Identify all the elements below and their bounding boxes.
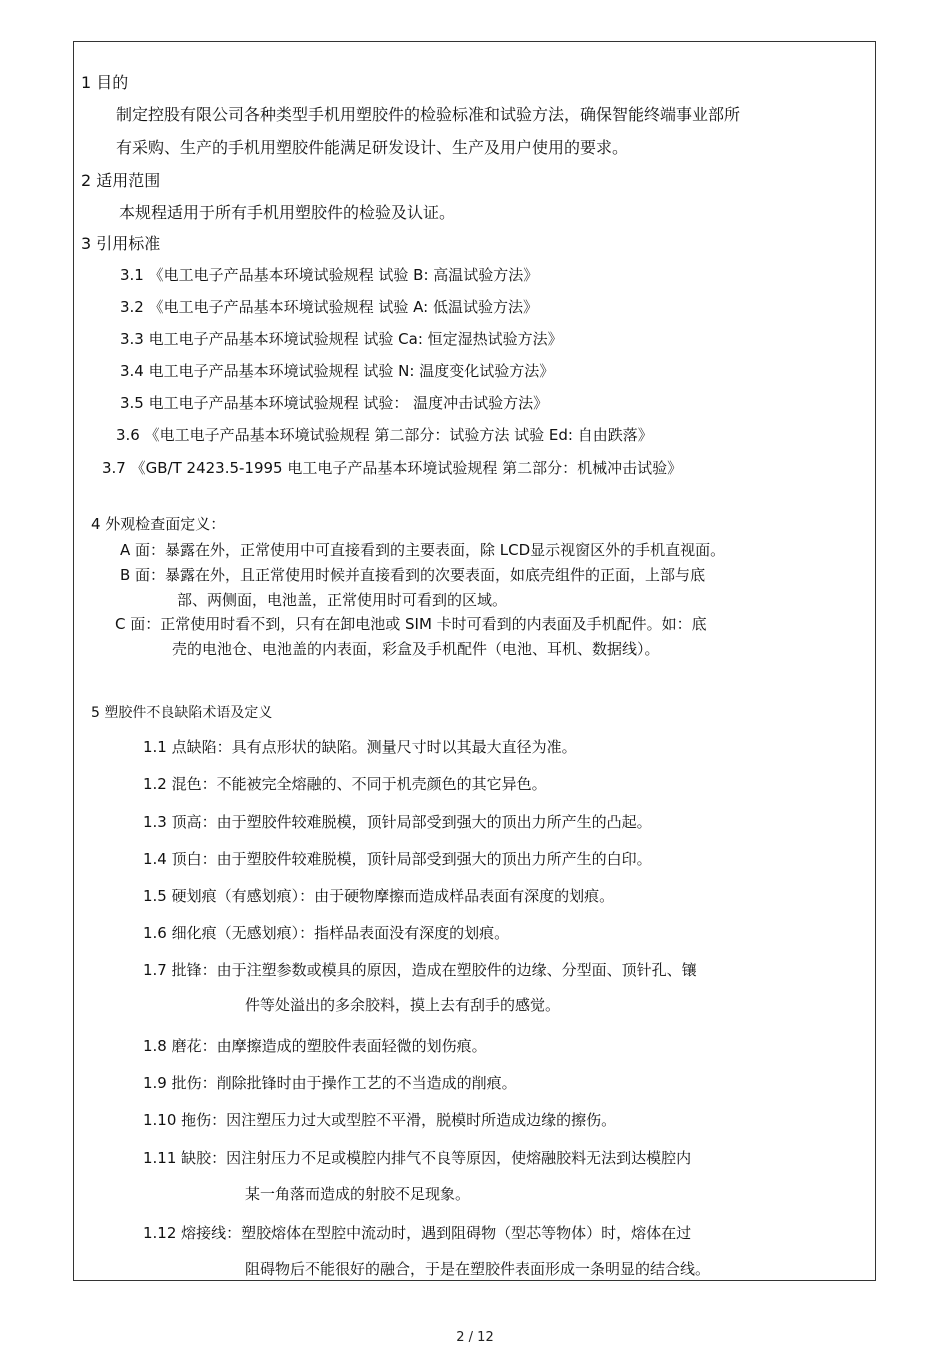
- defect-1-4: 1.4 顶白：由于塑胶件较难脱模，顶针局部受到强大的顶出力所产生的白印。: [143, 850, 652, 868]
- reference-item-3-2: 3.2 《电工电子产品基本环境试验规程 试验 A: 低温试验方法》: [120, 298, 538, 316]
- section-1-paragraph-line-1: 制定控股有限公司各种类型手机用塑胶件的检验标准和试验方法，确保智能终端事业部所: [116, 105, 741, 124]
- reference-item-3-6: 3.6 《电工电子产品基本环境试验规程 第二部分：试验方法 试验 Ed: 自由跌落》: [116, 426, 653, 444]
- defect-1-11-line-1: 1.11 缺胶：因注射压力不足或模腔内排气不良等原因，使熔融胶料无法到达模腔内: [143, 1149, 692, 1167]
- surface-b-definition-line-1: B 面：暴露在外，且正常使用时候并直接看到的次要表面，如底壳组件的正面，上部与底: [120, 566, 706, 584]
- section-2-paragraph: 本规程适用于所有手机用塑胶件的检验及认证。: [119, 203, 456, 222]
- defect-1-9: 1.9 批伤：削除批锋时由于操作工艺的不当造成的削痕。: [143, 1074, 517, 1092]
- surface-a-definition: A 面：暴露在外，正常使用中可直接看到的主要表面，除 LCD显示视窗区外的手机直视面。: [120, 541, 726, 559]
- reference-item-3-1: 3.1 《电工电子产品基本环境试验规程 试验 B: 高温试验方法》: [120, 266, 539, 284]
- surface-b-definition-line-2: 部、两侧面，电池盖，正常使用时可看到的区域。: [177, 591, 508, 609]
- reference-item-3-5: 3.5 电工电子产品基本环境试验规程 试验： 温度冲击试验方法》: [120, 394, 549, 412]
- section-4-heading: 4 外观检查面定义：: [91, 515, 226, 533]
- section-1-paragraph-line-2: 有采购、生产的手机用塑胶件能满足研发设计、生产及用户使用的要求。: [116, 138, 629, 157]
- defect-1-7-line-1: 1.7 批锋：由于注塑参数或模具的原因，造成在塑胶件的边缘、分型面、顶针孔、镶: [143, 961, 697, 979]
- reference-item-3-7: 3.7 《GB/T 2423.5-1995 电工电子产品基本环境试验规程 第二部分：机械冲击试验》: [102, 459, 683, 477]
- defect-1-10: 1.10 拖伤：因注塑压力过大或型腔不平滑，脱模时所造成边缘的擦伤。: [143, 1111, 617, 1129]
- reference-item-3-4: 3.4 电工电子产品基本环境试验规程 试验 N: 温度变化试验方法》: [120, 362, 555, 380]
- defect-1-3: 1.3 顶高：由于塑胶件较难脱模，顶针局部受到强大的顶出力所产生的凸起。: [143, 813, 652, 831]
- section-5-heading: 5 塑胶件不良缺陷术语及定义: [91, 705, 273, 721]
- defect-1-11-line-2: 某一角落而造成的射胶不足现象。: [245, 1185, 471, 1203]
- section-1-heading: 1 目的: [81, 73, 129, 92]
- surface-c-definition-line-1: C 面：正常使用时看不到，只有在卸电池或 SIM 卡时可看到的内表面及手机配件。如：底: [115, 615, 707, 633]
- defect-1-12-line-2: 阻碍物后不能很好的融合，于是在塑胶件表面形成一条明显的结合线。: [245, 1260, 711, 1278]
- defect-1-2: 1.2 混色：不能被完全熔融的、不同于机壳颜色的其它异色。: [143, 775, 547, 793]
- surface-c-definition-line-2: 壳的电池仓、电池盖的内表面，彩盒及手机配件（电池、耳机、数据线）。: [172, 640, 660, 658]
- defect-1-6: 1.6 细化痕（无感划痕）：指样品表面没有深度的划痕。: [143, 924, 510, 942]
- page-number: 2 / 12: [456, 1330, 494, 1345]
- defect-1-5: 1.5 硬划痕（有感划痕）：由于硬物摩擦而造成样品表面有深度的划痕。: [143, 887, 615, 905]
- reference-item-3-3: 3.3 电工电子产品基本环境试验规程 试验 Ca: 恒定湿热试验方法》: [120, 330, 563, 348]
- defect-1-8: 1.8 磨花：由摩擦造成的塑胶件表面轻微的划伤痕。: [143, 1037, 487, 1055]
- defect-1-12-line-1: 1.12 熔接线：塑胶熔体在型腔中流动时，遇到阻碍物（型芯等物体）时，熔体在过: [143, 1224, 692, 1242]
- defect-1-7-line-2: 件等处溢出的多余胶料，摸上去有刮手的感觉。: [245, 996, 561, 1014]
- defect-1-1: 1.1 点缺陷：具有点形状的缺陷。测量尺寸时以其最大直径为准。: [143, 738, 577, 756]
- section-2-heading: 2 适用范围: [81, 171, 161, 190]
- section-3-heading: 3 引用标准: [81, 234, 161, 253]
- document-frame: [73, 41, 876, 1281]
